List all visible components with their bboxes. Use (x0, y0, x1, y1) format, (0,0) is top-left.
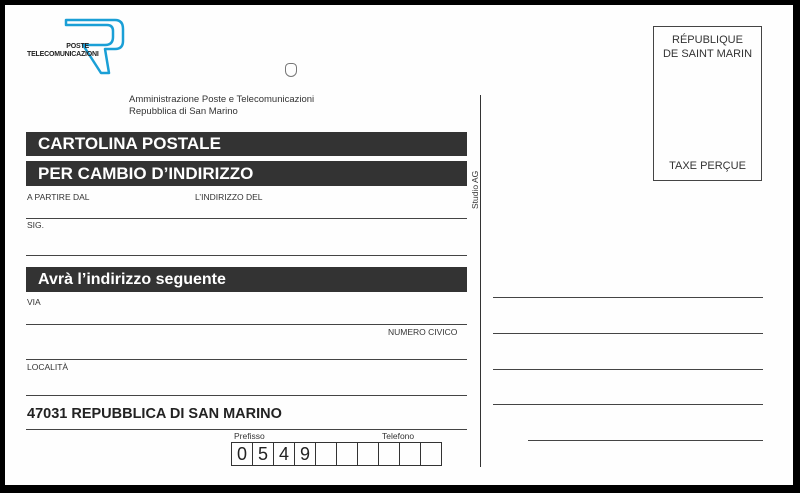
from-date-line[interactable] (26, 218, 467, 219)
san-marino-emblem-icon (285, 63, 297, 77)
prefix-digit-box: 0 (231, 442, 253, 466)
admin-line1: Amministrazione Poste e Telecomunicazioni (129, 94, 315, 105)
title-cambio-indirizzo: PER CAMBIO D’INDIRIZZO (38, 163, 254, 183)
logo-line2: TELECOMUNICAZIONI (27, 51, 99, 58)
via-line[interactable] (26, 324, 467, 325)
administration-block (129, 94, 314, 118)
label-prefix: Prefisso (234, 431, 265, 441)
label-phone: Telefono (382, 431, 415, 441)
label-sig: SIG. (27, 220, 45, 230)
sig-line[interactable] (26, 255, 467, 256)
prefix-digit-box: 5 (252, 442, 274, 466)
phone-digit-box[interactable] (399, 442, 421, 466)
civic-line[interactable] (26, 359, 467, 360)
title-band-2 (26, 161, 467, 186)
postal-address: 47031 REPUBBLICA DI SAN MARINO (27, 406, 282, 422)
recipient-line-5[interactable] (528, 440, 763, 441)
label-locality: LOCALITÀ (27, 362, 69, 372)
section-new-address: Avrà l’indirizzo seguente (38, 270, 226, 288)
logo-line1: POSTE (66, 43, 89, 50)
label-via: VIA (27, 297, 41, 307)
phone-digit-box[interactable] (357, 442, 379, 466)
prefix-digit-box: 9 (294, 442, 316, 466)
recipient-line-2[interactable] (493, 333, 763, 334)
admin-line2: Repubblica di San Marino (129, 106, 238, 117)
postal-address-line (26, 429, 467, 430)
stamp-country: RÉPUBLIQUE DE SAINT MARIN (662, 34, 753, 60)
title-band-1 (26, 132, 467, 156)
phone-digit-box[interactable] (378, 442, 400, 466)
label-civic-number: NUMERO CIVICO (388, 327, 458, 337)
label-from-date: A PARTIRE DAL (27, 192, 90, 202)
phone-digit-box[interactable] (420, 442, 442, 466)
printer-credit: Studio AG (470, 170, 480, 209)
recipient-line-3[interactable] (493, 369, 763, 370)
center-divider (480, 95, 481, 467)
phone-digit-box[interactable] (336, 442, 358, 466)
prefix-digit-box: 4 (273, 442, 295, 466)
recipient-line-1[interactable] (493, 297, 763, 298)
section-band (26, 267, 467, 292)
postcard (5, 5, 793, 485)
stamp-box (653, 26, 762, 181)
logo-text (27, 43, 99, 59)
title-cartolina-postale: CARTOLINA POSTALE (38, 134, 221, 153)
phone-boxes (232, 442, 442, 466)
locality-line[interactable] (26, 395, 467, 396)
label-address-of: L’INDIRIZZO DEL (195, 192, 263, 202)
recipient-line-4[interactable] (493, 404, 763, 405)
phone-digit-box[interactable] (315, 442, 337, 466)
stamp-taxe-percue: TAXE PERÇUE (669, 160, 746, 172)
